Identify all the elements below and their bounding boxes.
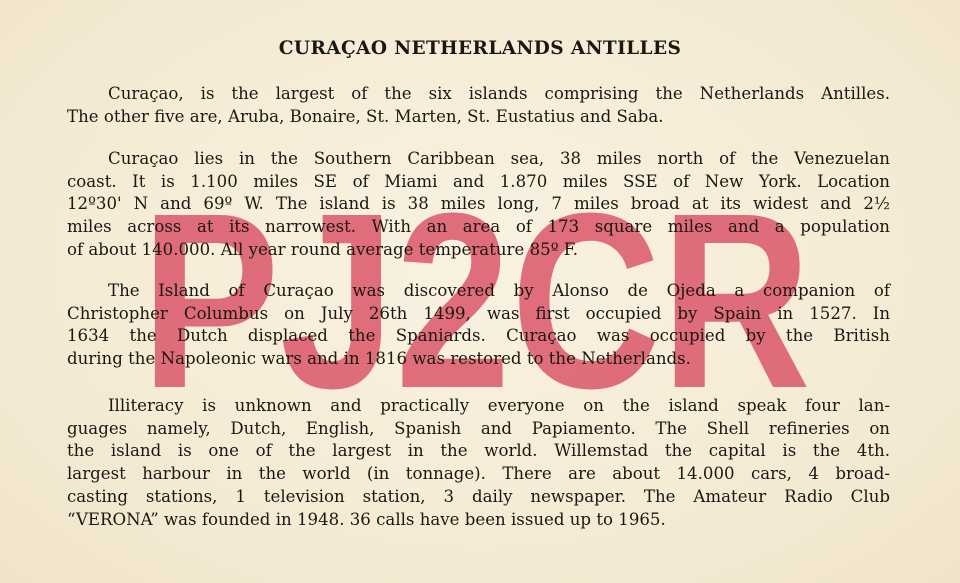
paragraph-line: coast. It is 1.100 miles SE of Miami and 1.870 miles SSE of New York. Location xyxy=(67,171,890,191)
paragraph-line: 1634 the Dutch displaced the Spaniards. Curaçao was occupied by the British xyxy=(67,326,890,346)
paragraph-line: Christopher Columbus on July 26th 1499, was first occupied by Spain in 1527. In xyxy=(67,303,890,323)
paragraph-line: miles across at its narrowest. With an area of 173 square miles and a population xyxy=(67,217,890,237)
paragraph-line: the island is one of the largest in the world. Willemstad the capital is the 4th. xyxy=(67,441,890,461)
paragraph-2 xyxy=(67,148,890,262)
paragraph-line: during the Napoleonic wars and in 1816 was restored to the Netherlands. xyxy=(67,349,691,369)
paragraph-line: Illiteracy is unknown and practically everyone on the island speak four lan- xyxy=(108,396,890,415)
paragraph-4 xyxy=(67,395,890,531)
callsign-text: PJ2CR xyxy=(141,161,811,407)
paragraph-line: of about 140.000. All year round average temperature 85º F. xyxy=(67,239,578,259)
paragraph-line: The other five are, Aruba, Bonaire, St. Marten, St. Eustatius and Saba. xyxy=(67,106,664,126)
paragraph-line: The Island of Curaçao was discovered by Alonso de Ojeda a companion of xyxy=(108,281,890,300)
paragraph-line: Curaçao lies in the Southern Caribbean sea, 38 miles north of the Venezuelan xyxy=(108,149,890,168)
card-title: CURAÇAO NETHERLANDS ANTILLES xyxy=(278,38,682,59)
paragraph-line: “VERONA” was founded in 1948. 36 calls have been issued up to 1965. xyxy=(67,509,666,529)
paragraph-line: largest harbour in the world (in tonnage). There are about 14.000 cars, 4 broad- xyxy=(67,464,890,484)
paragraph-line: Curaçao, is the largest of the six islands comprising the Netherlands Antilles. xyxy=(108,84,890,103)
paragraph-line: guages namely, Dutch, English, Spanish and Papiamento. The Shell refineries on xyxy=(67,418,890,438)
paragraph-1 xyxy=(67,83,890,128)
paragraph-line: 12º30' N and 69º W. The island is 38 miles long, 7 miles broad at its widest and 2½ xyxy=(67,194,890,214)
paragraph-line: casting stations, 1 television station, 3 daily newspaper. The Amateur Radio Club xyxy=(67,486,890,506)
paragraph-3 xyxy=(67,280,890,371)
